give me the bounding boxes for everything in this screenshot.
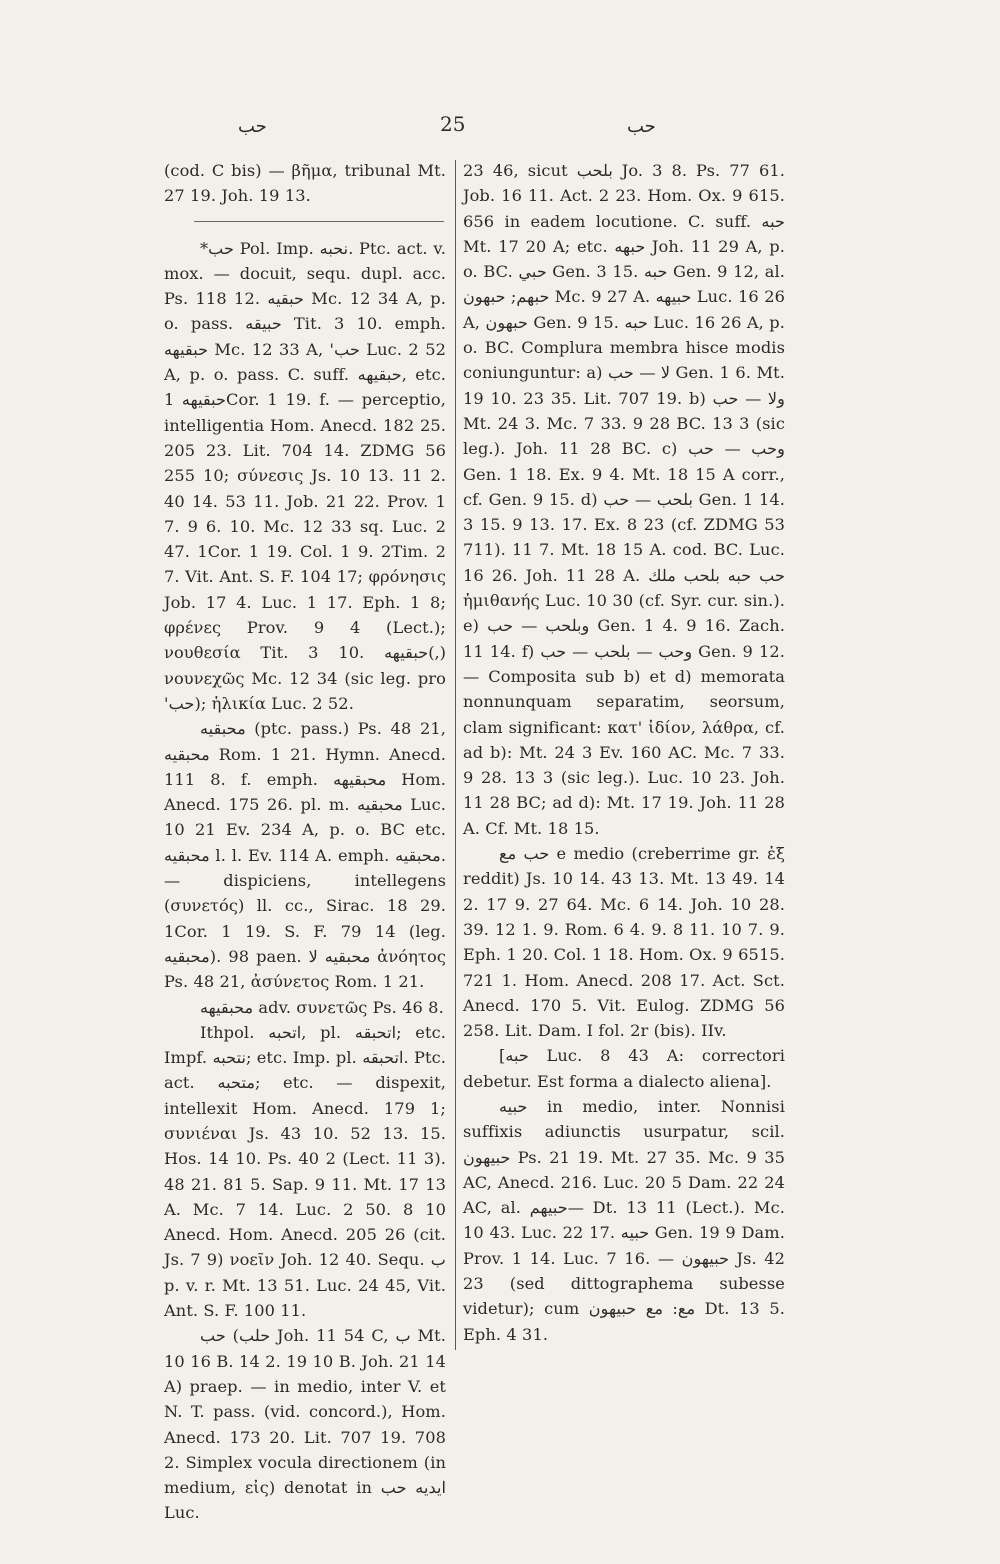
entry-paragraph: محبقيهه adv. συνετῶς Ps. 46 8.	[200, 997, 444, 1017]
entry-paragraph: [حبه Luc. 8 43 A: correctori debetur. Est forma a dialecto aliena].	[463, 1046, 785, 1091]
entry-paragraph: (cod. C bis) — βῆμα, tribunal Mt. 27 19. Joh. 19 13.	[164, 161, 446, 206]
left-headword: حب	[238, 116, 267, 137]
entry-paragraph: Ithpol. اتحبه, pl. اتحبقه; etc. Impf. نتحبه; etc. Imp. pl. اتحبقه. Ptc. act. متحبه; etc. — dispexit, intellexit Hom. Anecd. 179 1; συνιέναι Js. 43 10. 52 13. 15. Hos. 14 10. Ps. 40 2 (Lect. 11 3). 48 21. 81 5. Sap. 9 11. Mt. 17 13 A. Mc. 7 14. Luc. 2 50. 8 10 Anecd. Hom. Anecd. 205 26 (cit. Js. 7 9) νοεῖν Joh. 12 40. Sequ. ب p. v. r. Mt. 13 51. Luc. 24 45, Vit. Ant. S. F. 100 11.	[164, 1022, 446, 1321]
section-rule	[194, 221, 444, 222]
column-divider	[455, 160, 456, 1350]
entry-paragraph: محبقيه (ptc. pass.) Ps. 48 21, محبقيه Rom. 1 21. Hymn. Anecd. 111 8. f. emph. محبقيهه Hom. Anecd. 175 26. pl. m. محبقيه Luc. 10 21 Ev. 234 A, p. o. BC etc. محبقيه l. l. Ev. 114 A. emph. محبقيه. — dispiciens, intellegens (συνετός) ll. cc., Sirac. 18 29. 1Cor. 1 19. S. F. 79 14 (leg. محبقيه). 98 paen. محبقيه لا ἀνόητος Ps. 48 21, ἀσύνετος Rom. 1 21.	[164, 719, 446, 992]
entry-paragraph: حب مع e medio (creberrime gr. ἐξ reddit) Js. 10 14. 43 13. Mt. 13 49. 14 2. 17 9. 27 64. Mc. 6 14. Joh. 10 28. 39. 12 1. 9. Rom. 6 4. 9. 8 11. 10 7. 9. Eph. 1 20. Col. 1 18. Hom. Ox. 9 6515. 721 1. Hom. Anecd. 208 17. Act. Sct. Anecd. 170 5. Vit. Eulog. ZDMG 56 258. Lit. Dam. I fol. 2r (bis). IIv.	[463, 844, 785, 1041]
right-headword: حب	[627, 116, 656, 137]
right-column	[463, 158, 785, 1347]
page-number: 25	[440, 112, 466, 136]
entry-paragraph: *حب Pol. Imp. نحبه. Ptc. act. v. mox. — docuit, sequ. dupl. acc. Ps. 118 12. حبقيه Mc. 12 34 A, p. o. pass. حبيقه Tit. 3 10. emph. حبقيهه Mc. 12 33 A, 'حب Luc. 2 52 A, p. o. pass. C. suff. حبقيهه, etc. حبقيهه 1Cor. 1 19. f. — perceptio, intelligentia Hom. Anecd. 182 25. 205 23. Lit. 704 14. ZDMG 56 255 10; σύνεσις Js. 10 13. 11 2. 40 14. 53 11. Job. 21 22. Prov. 1 7. 9 6. 10. Mc. 12 33 sq. Luc. 2 47. 1Cor. 1 19. Col. 1 9. 2Tim. 2 7. Vit. Ant. S. F. 104 17; φρόνησις Job. 17 4. Luc. 1 17. Eph. 1 8; φρένες Prov. 9 4 (Lect.); νουθεσία Tit. 3 10. حبقيهه(,) νουνεχῶς Mc. 12 34 (sic leg. pro 'حب); ἡλικία Luc. 2 52.	[164, 238, 447, 713]
left-column	[164, 158, 446, 1526]
running-header	[0, 112, 1000, 142]
entry-paragraph: 23 46, sicut بلحب Jo. 3 8. Ps. 77 61. Job. 16 11. Act. 2 23. Hom. Ox. 9 615. 656 in eadem locutione. C. suff. حبه Mt. 17 20 A; etc. حبهه Joh. 11 29 A, p. o. BC. حبي Gen. 3 15. حبه Gen. 9 12, al. حبهم; حبهون Mc. 9 27 A. حبيهه Luc. 16 26 A, حبهون Gen. 9 15. حبه Luc. 16 26 A, p. o. BC. Complura membra hisce modis coniunguntur: a) لا — حب Gen. 1 6. Mt. 19 10. 23 35. Lit. 707 19. b) ولا — حب Mt. 24 3. Mc. 7 33. 9 28 BC. 13 3 (sic leg.). Joh. 11 28 BC. c) وحب — حب Gen. 1 18. Ex. 9 4. Mt. 18 15 A corr., cf. Gen. 9 15. d) بلحب — حب Gen. 1 14. 3 15. 9 13. 17. Ex. 8 23 (cf. ZDMG 53 711). 11 7. Mt. 18 15 A. cod. BC. Luc. 16 26. Joh. 11 28 A. حب حبه بلحب ملك ἡμιθανής Luc. 10 30 (cf. Syr. cur. sin.). e) وبلحب — حب Gen. 1 4. 9 16. Zach. 11 14. f) وحب — بلحب — حب Gen. 9 12. — Composita sub b) et d) memorata nonnunquam separatim, seorsum, clam significant: κατ' ἰδίον, λάθρα, cf. ad b): Mt. 24 3 Ev. 160 AC. Mc. 7 33. 9 28. 13 3 (sic leg.). Luc. 10 23. Joh. 11 28 BC; ad d): Mt. 17 19. Joh. 11 28 A. Cf. Mt. 18 15.	[463, 161, 786, 838]
entry-paragraph: حبيه in medio, inter. Nonnisi suffixis adiunctis usurpatur, scil. حبيهون Ps. 21 19. Mt. 27 35. Mc. 9 35 AC, Anecd. 216. Luc. 20 5 Dam. 22 24 AC, al. حبيهم— Dt. 13 11 (Lect.). Mc. 10 43. Luc. 22 17. حبيه Gen. 19 9 Dam. Prov. 1 14. Luc. 7 16. — حبيهون Js. 42 23 (sed dittographema subesse videtur); cum مع: مع حبيهون Dt. 13 5. Eph. 4 31.	[463, 1096, 786, 1344]
entry-paragraph: حب (حلب Joh. 11 54 C, ب Mt. 10 16 B. 14 2. 19 10 B. Joh. 21 14 A) praep. — in medio, inter V. et N. T. pass. (vid. concord.), Hom. Anecd. 173 20. Lit. 707 19. 708 2. Simplex vocula directionem (in medium, εἰς) denotat in ايديه حب Luc.	[164, 1326, 446, 1523]
